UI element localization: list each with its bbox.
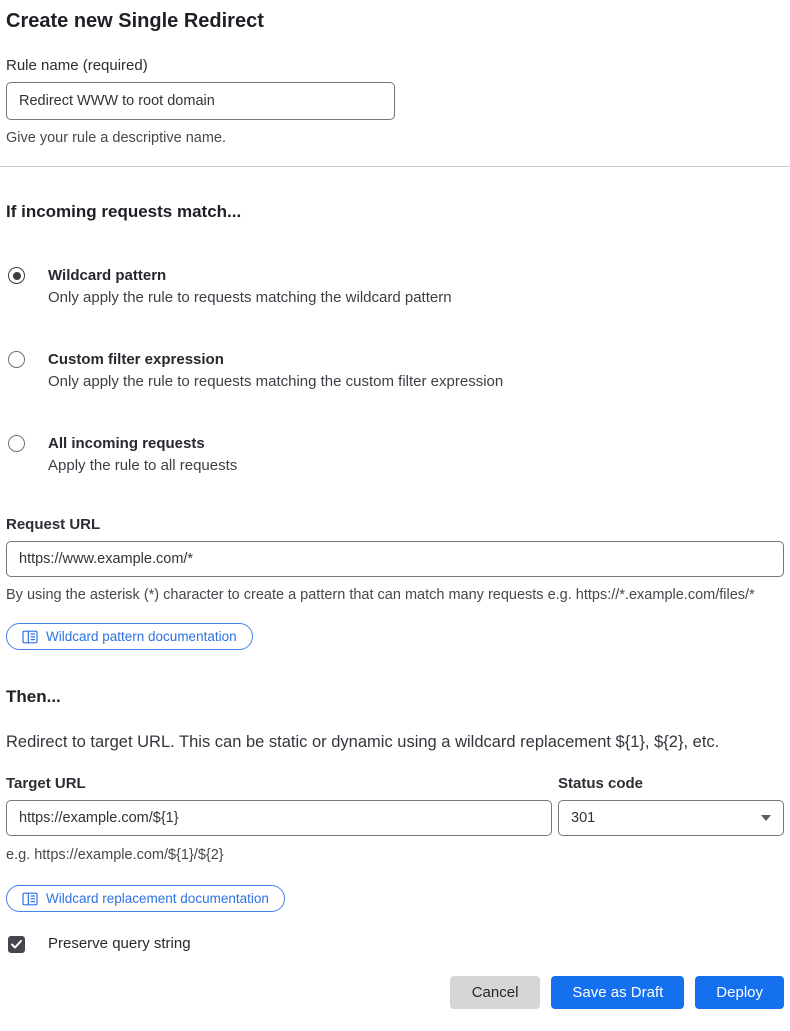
wildcard-pattern-doc-button[interactable] <box>6 623 253 650</box>
book-icon <box>22 892 38 906</box>
target-url-help: e.g. https://example.com/${1}/${2} <box>6 847 224 863</box>
book-icon <box>22 630 38 644</box>
target-url-label: Target URL <box>6 775 86 792</box>
radio-option-wildcard-pattern[interactable] <box>6 265 784 309</box>
rule-name-help: Give your rule a descriptive name. <box>6 130 227 146</box>
status-code-value: 301 <box>571 810 596 826</box>
request-url-input[interactable] <box>6 541 784 577</box>
check-icon <box>11 940 22 949</box>
then-description: Redirect to target URL. This can be static or dynamic using a wildcard replacement ${1}, ${2}, etc. <box>6 733 720 751</box>
radio-option-all-requests[interactable] <box>6 433 784 477</box>
match-type-radio-group <box>6 265 784 477</box>
section-divider <box>0 166 790 167</box>
radio-button-icon[interactable] <box>8 351 25 368</box>
match-section-heading: If incoming requests match... <box>6 202 242 221</box>
save-as-draft-button[interactable]: Save as Draft <box>551 976 684 1009</box>
footer-actions <box>6 976 784 1009</box>
radio-label: All incoming requests <box>48 435 205 452</box>
rule-name-input[interactable] <box>6 82 395 120</box>
preserve-query-label: Preserve query string <box>48 935 191 952</box>
request-url-label: Request URL <box>6 516 101 533</box>
radio-description: Apply the rule to all requests <box>48 457 238 474</box>
status-code-select[interactable] <box>558 800 784 836</box>
radio-description: Only apply the rule to requests matching the custom filter expression <box>48 373 504 390</box>
deploy-button[interactable]: Deploy <box>695 976 784 1009</box>
then-section-heading: Then... <box>6 687 61 706</box>
caret-down-icon <box>761 815 771 821</box>
request-url-help: By using the asterisk (*) character to create a pattern that can match many requests e.g. https://*.example.com/files/* <box>6 587 755 603</box>
rule-name-label: Rule name (required) <box>6 57 148 74</box>
radio-button-icon[interactable] <box>8 267 25 284</box>
radio-option-custom-filter[interactable] <box>6 349 784 393</box>
cancel-button[interactable]: Cancel <box>450 976 541 1009</box>
doc-button-label: Wildcard replacement documentation <box>46 891 269 906</box>
target-url-input[interactable] <box>6 800 552 836</box>
preserve-query-checkbox[interactable] <box>8 936 25 953</box>
page-title: Create new Single Redirect <box>6 10 264 32</box>
radio-label: Custom filter expression <box>48 351 224 368</box>
preserve-query-row[interactable] <box>6 934 784 954</box>
radio-description: Only apply the rule to requests matching the wildcard pattern <box>48 289 452 306</box>
doc-button-label: Wildcard pattern documentation <box>46 629 237 644</box>
wildcard-replacement-doc-button[interactable] <box>6 885 285 912</box>
radio-label: Wildcard pattern <box>48 267 167 284</box>
status-code-label: Status code <box>558 775 644 792</box>
radio-button-icon[interactable] <box>8 435 25 452</box>
